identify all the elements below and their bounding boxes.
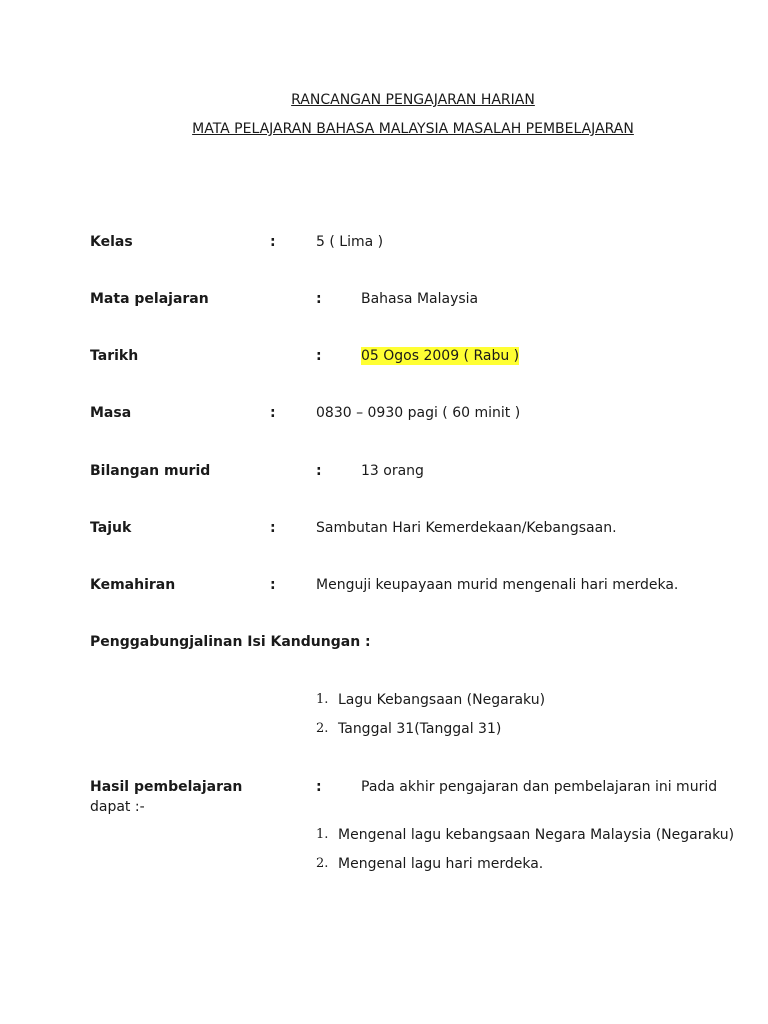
list-item-number: 1. <box>316 692 329 707</box>
field-value-mata-pelajaran: Bahasa Malaysia <box>361 291 479 307</box>
field-label-kelas: Kelas <box>90 234 133 250</box>
section-heading-penggabungjalinan: Penggabungjalinan Isi Kandungan : <box>90 634 371 650</box>
field-colon-tarikh: : <box>316 348 322 364</box>
field-label-kemahiran: Kemahiran <box>90 577 176 593</box>
field-label-tajuk: Tajuk <box>90 520 132 536</box>
document-title: RANCANGAN PENGAJARAN HARIAN <box>291 92 535 108</box>
field-value-tajuk: Sambutan Hari Kemerdekaan/Kebangsaan. <box>316 520 617 536</box>
field-label-mata-pelajaran: Mata pelajaran <box>90 291 209 307</box>
field-value-tarikh: 05 Ogos 2009 ( Rabu ) <box>361 348 520 364</box>
field-colon-masa: : <box>270 405 276 421</box>
field-colon-mata-pelajaran: : <box>316 291 322 307</box>
list-item: Mengenal lagu kebangsaan Negara Malaysia (Negaraku) <box>338 827 735 843</box>
field-value-bilangan-murid: 13 orang <box>361 463 424 479</box>
field-colon-hasil-pembelajaran: : <box>316 779 322 795</box>
list-item: Lagu Kebangsaan (Negaraku) <box>338 692 546 708</box>
hasil-continuation: dapat :- <box>90 799 145 815</box>
list-item: Tanggal 31(Tanggal 31) <box>338 721 502 737</box>
field-label-tarikh: Tarikh <box>90 348 139 364</box>
field-colon-tajuk: : <box>270 520 276 536</box>
field-value-kelas: 5 ( Lima ) <box>316 234 384 250</box>
field-value-hasil-pembelajaran: Pada akhir pengajaran dan pembelajaran ini murid <box>361 779 718 795</box>
field-label-bilangan-murid: Bilangan murid <box>90 463 211 479</box>
field-colon-kelas: : <box>270 234 276 250</box>
list-item-number: 2. <box>316 856 329 871</box>
document-subtitle: MATA PELAJARAN BAHASA MALAYSIA MASALAH PEMBELAJARAN <box>192 121 634 137</box>
field-value-masa: 0830 – 0930 pagi ( 60 minit ) <box>316 405 521 421</box>
field-value-kemahiran: Menguji keupayaan murid mengenali hari merdeka. <box>316 577 679 593</box>
field-label-masa: Masa <box>90 405 132 421</box>
list-item-number: 2. <box>316 721 329 736</box>
field-label-hasil-pembelajaran: Hasil pembelajaran <box>90 779 243 795</box>
list-item: Mengenal lagu hari merdeka. <box>338 856 544 872</box>
field-colon-kemahiran: : <box>270 577 276 593</box>
list-item-number: 1. <box>316 827 329 842</box>
field-colon-bilangan-murid: : <box>316 463 322 479</box>
